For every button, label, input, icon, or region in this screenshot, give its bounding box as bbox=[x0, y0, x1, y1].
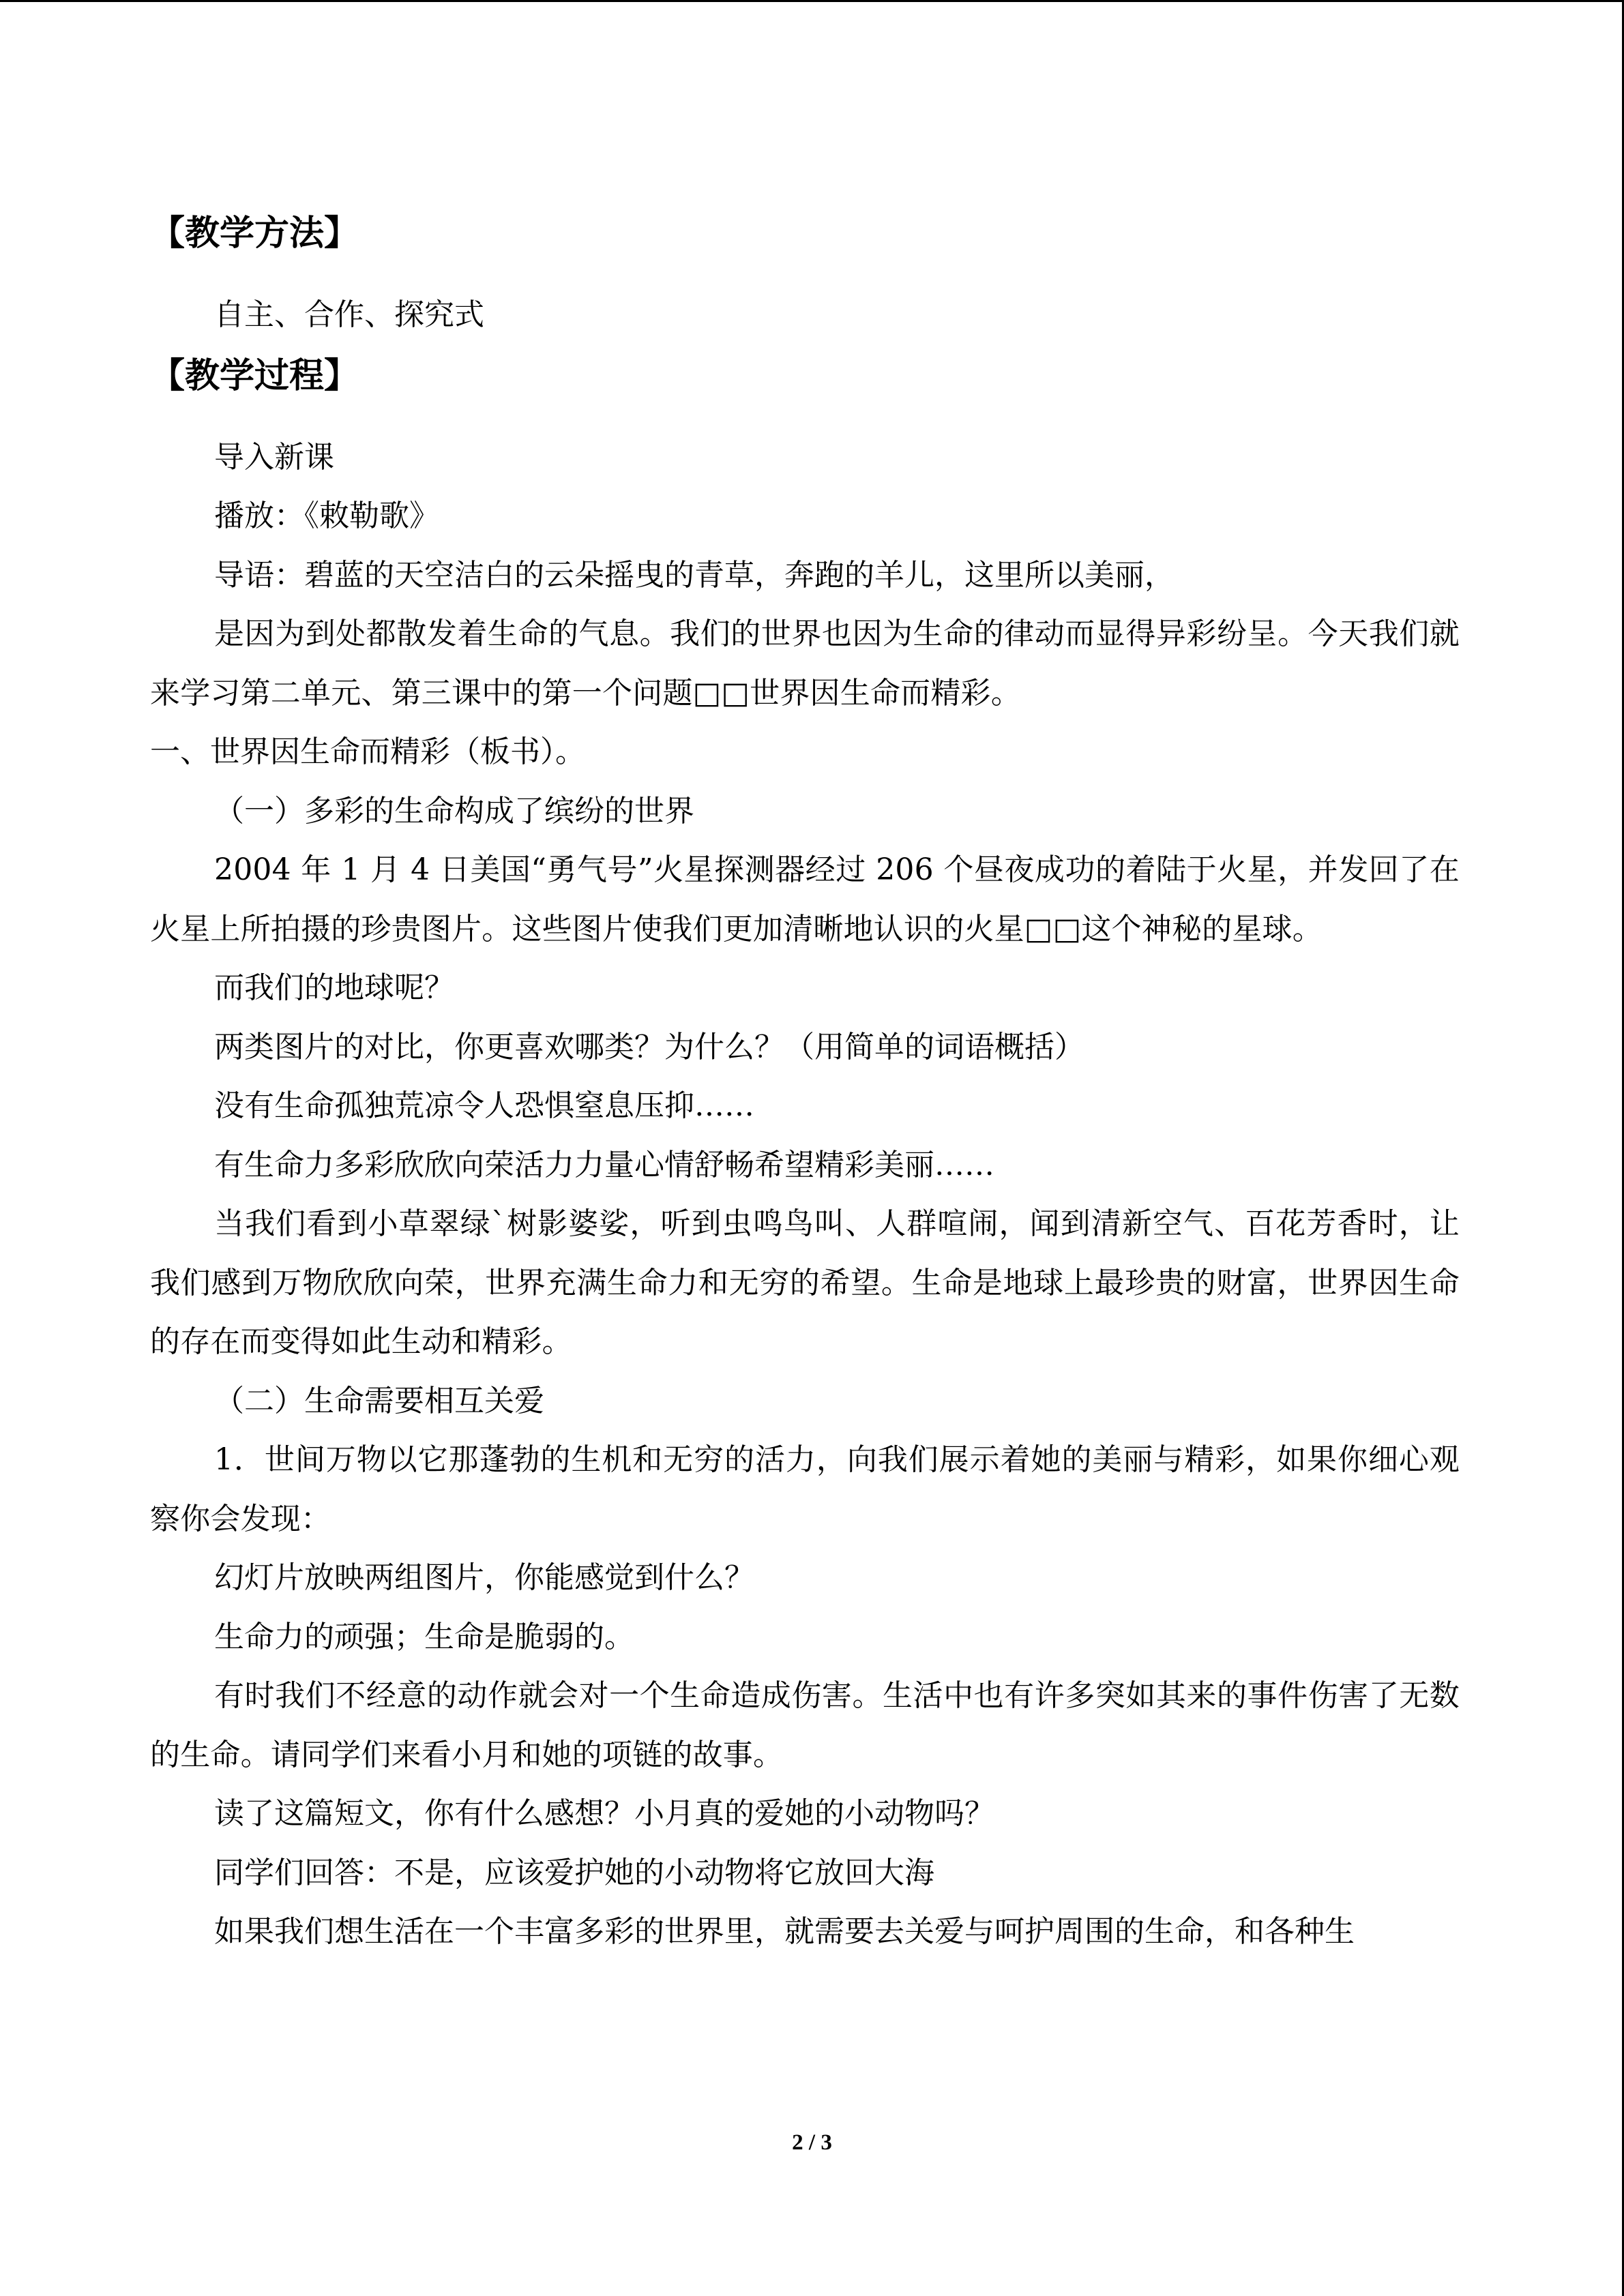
document-body bbox=[150, 207, 1460, 1962]
subsection-one-title: （一）多彩的生命构成了缤纷的世界 bbox=[214, 793, 694, 829]
method-text: 自主、合作、探究式 bbox=[214, 297, 484, 332]
read-line: 读了这篇短文，你有什么感想？小月真的爱她的小动物吗？ bbox=[214, 1796, 994, 1831]
with-life-line: 有生命力多彩欣欣向荣活力力量心情舒畅希望精彩美丽…… bbox=[214, 1147, 994, 1182]
harm-paragraph: 有时我们不经意的动作就会对一个生命造成伤害。生活中也有许多突如其来的事件伤害了无数的生命。请同学们来看小月和她的项链的故事。 bbox=[150, 1678, 1460, 1772]
reason-paragraph: 是因为到处都散发着生命的气息。我们的世界也因为生命的律动而显得异彩纷呈。今天我们就来学习第二单元、第三课中的第一个问题□□世界因生命而精彩。 bbox=[150, 616, 1460, 711]
last-line: 如果我们想生活在一个丰富多彩的世界里，就需要去关爱与呵护周围的生命，和各种生 bbox=[214, 1914, 1355, 1949]
earth-line: 而我们的地球呢？ bbox=[214, 970, 454, 1005]
answer-line: 同学们回答：不是，应该爱护她的小动物将它放回大海 bbox=[214, 1855, 934, 1890]
subsection-two-title: （二）生命需要相互关爱 bbox=[214, 1383, 544, 1418]
compare-line: 两类图片的对比，你更喜欢哪类？为什么？（用简单的词语概括） bbox=[214, 1029, 1084, 1064]
strong-line: 生命力的顽强；生命是脆弱的。 bbox=[214, 1619, 634, 1654]
intro-line: 导入新课 bbox=[214, 439, 334, 475]
play-line: 播放：《敕勒歌》 bbox=[214, 498, 439, 533]
world-paragraph: 1．世间万物以它那蓬勃的生机和无穷的活力，向我们展示着她的美丽与精彩，如果你细心观察你会发现： bbox=[150, 1442, 1460, 1536]
grass-paragraph: 当我们看到小草翠绿`树影婆娑，听到虫鸣鸟叫、人群喧闹，闻到清新空气、百花芳香时，让我们感到万物欣欣向荣，世界充满生命力和无穷的希望。生命是地球上最珍贵的财富，世界因生命的存在而变得如此生动和精彩。 bbox=[150, 1206, 1460, 1359]
guide-line: 导语：碧蓝的天空洁白的云朵摇曳的青草，奔跑的羊儿，这里所以美丽， bbox=[214, 557, 1175, 593]
mars-paragraph: 2004 年 1 月 4 日美国“勇气号”火星探测器经过 206 个昼夜成功的着陆于火星，并发回了在火星上所拍摄的珍贵图片。这些图片使我们更加清晰地认识的火星□□这个神秘的星球。 bbox=[150, 852, 1460, 946]
page-number: 2 / 3 bbox=[792, 2130, 832, 2155]
heading-teaching-method: 【教学方法】 bbox=[150, 213, 359, 254]
no-life-line: 没有生命孤独荒凉令人恐惧窒息压抑…… bbox=[214, 1088, 754, 1123]
heading-teaching-process: 【教学过程】 bbox=[150, 355, 359, 396]
slides-line: 幻灯片放映两组图片，你能感觉到什么？ bbox=[214, 1560, 754, 1595]
section-one-title: 一、世界因生命而精彩（板书）。 bbox=[150, 734, 585, 769]
